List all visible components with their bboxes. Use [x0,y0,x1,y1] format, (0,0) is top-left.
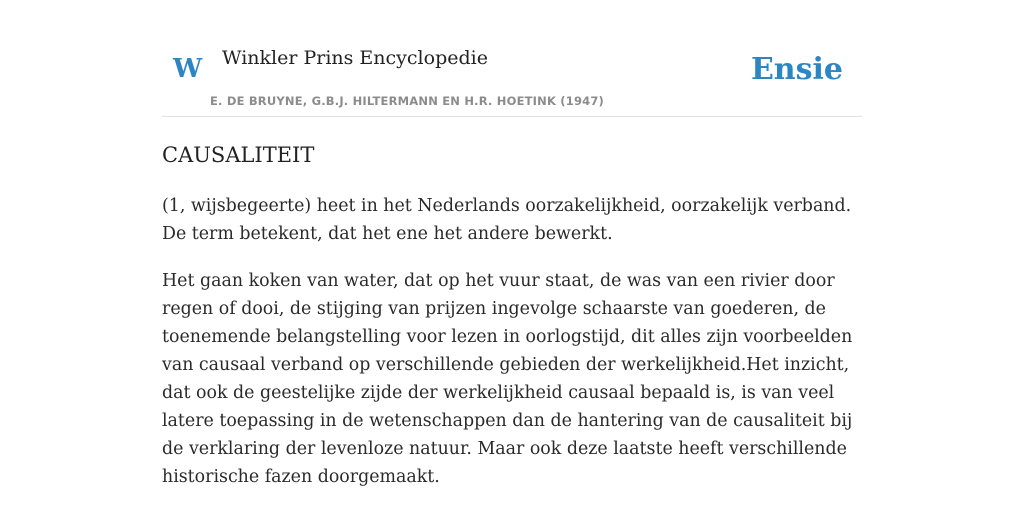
book-authors: E. DE BRUYNE, G.B.J. HILTERMANN EN H.R. HOETINK (1947) [210,94,605,108]
entry-content [162,138,862,491]
entry-paragraph: Het gaan koken van water, dat op het vuur staat, de was van een rivier door regen of dooi, de stijging van prijzen ingevolge schaarste van goederen, de toenemende belangstelling voor lezen in oorlogstijd, dit alles zijn voorbeelden van causaal verband op verschillende gebieden der werkelijkheid.Het inzicht, dat ook de geestelijke zijde der werkelijkheid causaal bepaald is, is van veel latere toepassing in de wetenschappen dan de hantering van de causaliteit bij de verklaring der levenloze natuur. Maar ook deze laatste heeft verschillende historische fazen doorgemaakt. [162,271,853,487]
ensie-brand-logo[interactable]: Ensie [750,52,843,87]
entry-title: CAUSALITEIT [162,143,315,167]
book-title[interactable]: Winkler Prins Encyclopedie [222,47,488,69]
header [162,0,862,117]
entry-paragraph: (1, wijsbegeerte) heet in het Nederlands oorzakelijkheid, oorzakelijk verband. De term betekent, dat het ene het andere bewerkt. [162,196,852,244]
winkler-prins-logo-icon[interactable]: W [173,54,203,84]
